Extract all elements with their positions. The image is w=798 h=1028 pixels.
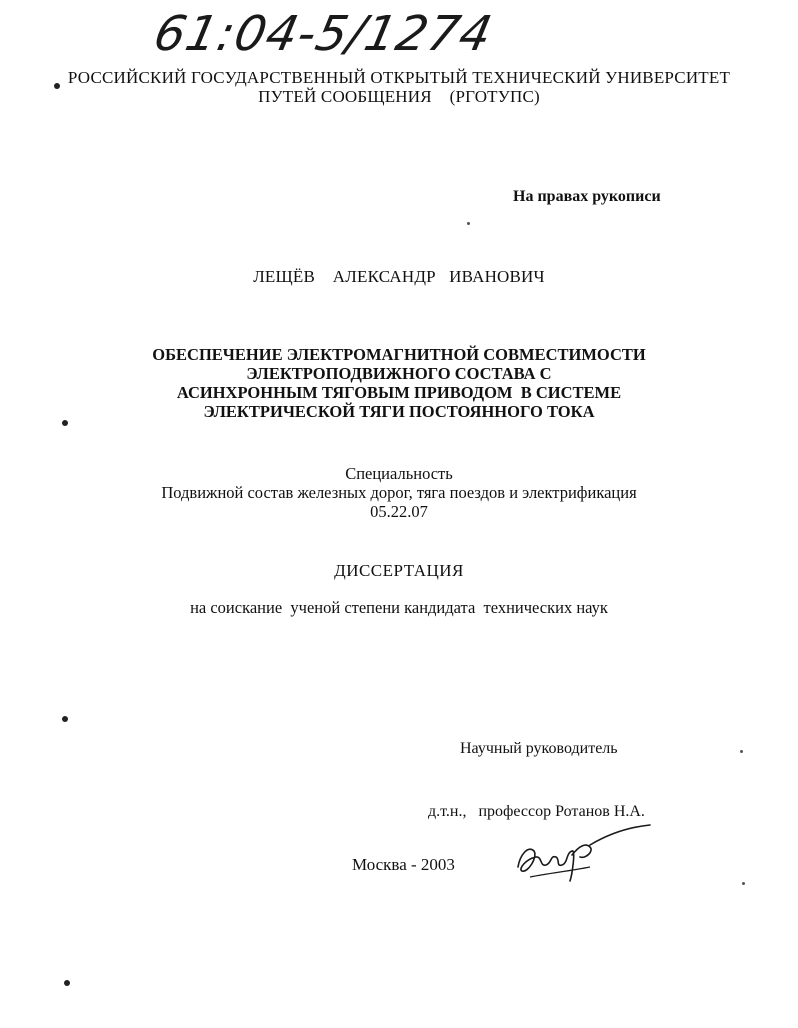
author-name: ЛЕЩЁВ АЛЕКСАНДР ИВАНОВИЧ: [253, 267, 545, 286]
title-line-3: АСИНХРОННЫМ ТЯГОВЫМ ПРИВОДОМ В СИСТЕМЕ: [176, 383, 622, 402]
document-type: ДИССЕРТАЦИЯ: [334, 561, 464, 580]
degree-line: на соискание ученой степени кандидата технических наук: [190, 598, 608, 617]
scan-dot-icon: [742, 882, 745, 885]
title-line-4: ЭЛЕКТРИЧЕСКОЙ ТЯГИ ПОСТОЯННОГО ТОКА: [203, 402, 595, 421]
scan-dot-icon: [740, 750, 743, 753]
supervisor-label: Научный руководитель: [460, 740, 618, 757]
scan-mark-icon: [64, 980, 70, 986]
supervisor-name: д.т.н., профессор Ротанов Н.А.: [428, 803, 645, 820]
title-line-2: ЭЛЕКТРОПОДВИЖНОГО СОСТАВА С: [246, 364, 552, 383]
institution-name: [0, 68, 798, 106]
specialty-block: [0, 464, 798, 521]
dissertation-title: [0, 345, 798, 421]
title-line-1: ОБЕСПЕЧЕНИЕ ЭЛЕКТРОМАГНИТНОЙ СОВМЕСТИМОСТИ: [152, 345, 646, 364]
specialty-label: Специальность: [345, 464, 453, 483]
institution-line-1: РОССИЙСКИЙ ГОСУДАРСТВЕННЫЙ ОТКРЫТЫЙ ТЕХНИЧЕСКИЙ УНИВЕРСИТЕТ: [67, 68, 731, 87]
institution-line-2: ПУТЕЙ СООБЩЕНИЯ (РГОТУПС): [258, 87, 540, 106]
specialty-code: 05.22.07: [370, 502, 428, 521]
scan-mark-icon: [62, 716, 68, 722]
archive-code-handwritten: 61:04-5/1274: [149, 6, 498, 62]
rights-note: На правах рукописи: [513, 188, 661, 205]
specialty-name: Подвижной состав железных дорог, тяга поездов и электрификация: [161, 483, 637, 502]
scan-mark-icon: [62, 420, 68, 426]
scan-mark-icon: [54, 83, 60, 89]
city-year: Москва - 2003: [352, 855, 455, 874]
signature-icon: [510, 815, 660, 885]
scan-dot-icon: [467, 222, 470, 225]
